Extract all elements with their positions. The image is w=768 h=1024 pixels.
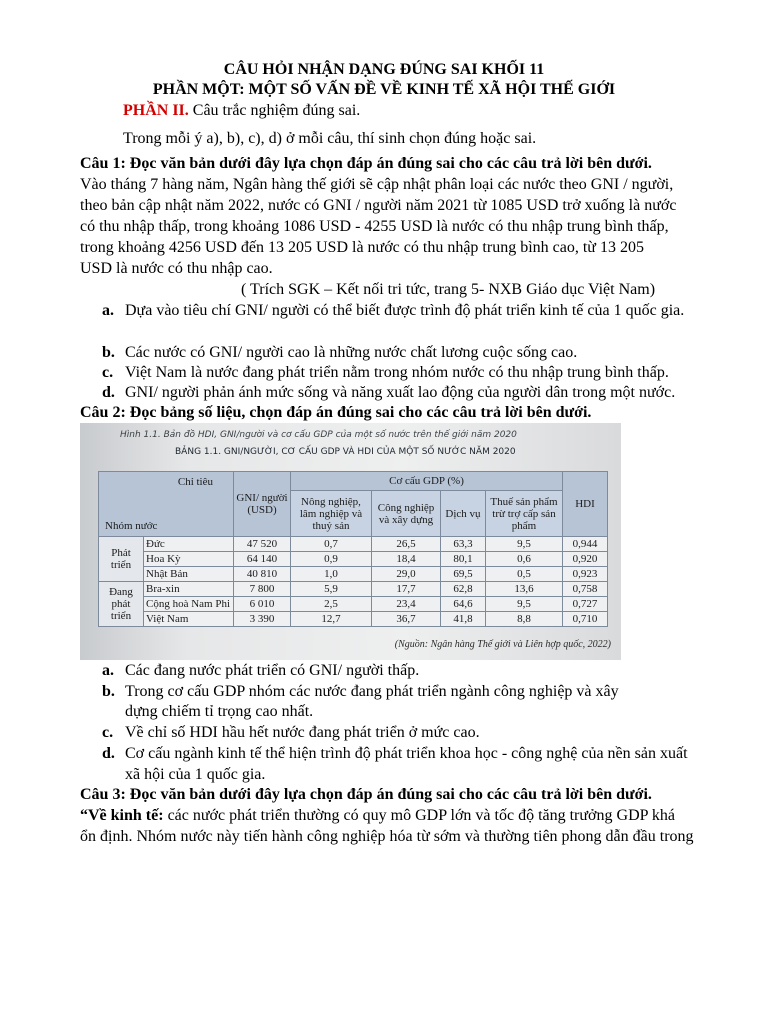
q1-text-line: có thu nhập thấp, trong khoảng 1086 USD - 4255 USD là nước có thu nhập trung bình thấp,	[80, 218, 669, 235]
cell-gni: 40 810	[234, 567, 291, 582]
data-table	[98, 471, 608, 627]
part-label: PHẦN II.	[123, 102, 189, 119]
q1-text-line: Vào tháng 7 hàng năm, Ngân hàng thế giới sẽ cập nhật phân loại các nước theo GNI / người,	[80, 176, 674, 193]
option-label: d.	[102, 745, 115, 762]
table-row	[99, 597, 608, 612]
q3-heading: Câu 3: Đọc văn bản dưới đây lựa chọn đáp án đúng sai cho các câu trả lời bên dưới.	[80, 786, 652, 803]
cell-cong: 36,7	[372, 612, 441, 627]
cell-hdi: 0,944	[563, 537, 608, 552]
q2-heading: Câu 2: Đọc bảng số liệu, chọn đáp án đúng sai cho các câu trả lời bên dưới.	[80, 404, 592, 421]
option-label: c.	[102, 364, 114, 381]
table-row	[99, 537, 608, 552]
cell-cong: 29,0	[372, 567, 441, 582]
q3-line1-rest: các nước phát triển thường có quy mô GDP lớn và tốc độ tăng trưởng GDP khá	[163, 807, 676, 824]
header-dich-vu: Dịch vụ	[441, 491, 486, 537]
country-name: Việt Nam	[144, 612, 234, 627]
cell-dich: 41,8	[441, 612, 486, 627]
option-text-continued: xã hội của 1 quốc gia.	[125, 766, 266, 783]
q3-lead: “Về kinh tế:	[80, 807, 164, 824]
cell-nong: 5,9	[291, 582, 372, 597]
cell-cong: 23,4	[372, 597, 441, 612]
header-cong-nghiep: Công nghiệp và xây dựng	[372, 491, 441, 537]
group-label: Phát triển	[99, 537, 144, 582]
q1-text-line: USD là nước có thu nhập cao.	[80, 260, 273, 277]
cell-hdi: 0,710	[563, 612, 608, 627]
option-text: GNI/ người phản ánh mức sống và năng xuất lao động của người dân trong một nước.	[125, 384, 676, 401]
cell-dich: 64,6	[441, 597, 486, 612]
country-name: Cộng hoà Nam Phi	[144, 597, 234, 612]
cell-thue: 0,5	[486, 567, 563, 582]
header-hdi: HDI	[563, 472, 608, 537]
q1-source: ( Trích SGK – Kết nối tri tức, trang 5- NXB Giáo dục Việt Nam)	[241, 281, 656, 298]
table-row	[99, 612, 608, 627]
cell-gni: 64 140	[234, 552, 291, 567]
option-label: c.	[102, 724, 114, 741]
table-source: (Nguồn: Ngân hàng Thế giới và Liên hợp quốc, 2022)	[394, 639, 611, 651]
photo-caption-table: BẢNG 1.1. GNI/NGƯỜI, CƠ CẤU GDP VÀ HDI CỦA MỘT SỐ NƯỚC NĂM 2020	[175, 447, 516, 457]
part-heading	[123, 101, 763, 122]
doc-subtitle: PHẦN MỘT: MỘT SỐ VẤN ĐỀ VỀ KINH TẾ XÃ HỘI THẾ GIỚI	[152, 81, 616, 98]
cell-nong: 1,0	[291, 567, 372, 582]
cell-gni: 47 520	[234, 537, 291, 552]
cell-gni: 3 390	[234, 612, 291, 627]
option-text: Việt Nam là nước đang phát triển nằm trong nhóm nước có thu nhập trung bình thấp.	[125, 364, 669, 381]
header-nhom-nuoc: Nhóm nước	[105, 520, 158, 532]
cell-hdi: 0,727	[563, 597, 608, 612]
doc-title: CÂU HỎI NHẬN DẠNG ĐÚNG SAI KHỐI 11	[223, 61, 545, 78]
option-label: d.	[102, 384, 115, 401]
cell-dich: 62,8	[441, 582, 486, 597]
part-text: Câu trắc nghiệm đúng sai.	[188, 102, 361, 119]
q1-text-line: trong khoảng 4256 USD đến 13 205 USD là nước có thu nhập trung bình cao, từ 13 205	[80, 239, 644, 256]
country-name: Đức	[144, 537, 234, 552]
cell-thue: 0,6	[486, 552, 563, 567]
table-row	[99, 567, 608, 582]
cell-nong: 2,5	[291, 597, 372, 612]
option-text: Về chỉ số HDI hầu hết nước đang phát triển ở mức cao.	[125, 724, 480, 741]
cell-gni: 7 800	[234, 582, 291, 597]
country-name: Bra-xin	[144, 582, 234, 597]
option-text: Cơ cấu ngành kinh tế thể hiện trình độ phát triển khoa học - công nghệ của nền sản xuất	[125, 745, 688, 762]
table-corner-header	[99, 472, 234, 537]
q1-text-line: theo bản cập nhật năm 2022, nước có GNI / người năm 2021 từ 1085 USD trở xuống là nước	[80, 197, 677, 214]
cell-thue: 9,5	[486, 537, 563, 552]
option-text: Trong cơ cấu GDP nhóm các nước đang phát triển ngành công nghiệp và xây	[125, 683, 619, 700]
photo-caption-figure: Hình 1.1. Bản đồ HDI, GNI/người và cơ cấu GDP của một số nước trên thế giới năm 2020	[120, 430, 517, 440]
cell-cong: 26,5	[372, 537, 441, 552]
header-thue: Thuế sản phẩm trừ trợ cấp sản phẩm	[486, 491, 563, 537]
cell-thue: 13,6	[486, 582, 563, 597]
cell-cong: 18,4	[372, 552, 441, 567]
cell-nong: 12,7	[291, 612, 372, 627]
cell-hdi: 0,920	[563, 552, 608, 567]
header-co-cau: Cơ cấu GDP (%)	[291, 472, 563, 491]
option-text: Các đang nước phát triển có GNI/ người thấp.	[125, 662, 420, 679]
cell-dich: 69,5	[441, 567, 486, 582]
table-row	[99, 582, 608, 597]
cell-thue: 8,8	[486, 612, 563, 627]
cell-hdi: 0,758	[563, 582, 608, 597]
option-label: b.	[102, 683, 115, 700]
option-label: a.	[102, 662, 114, 679]
q3-text-line: ổn định. Nhóm nước này tiến hành công nghiệp hóa từ sớm và thường tiên phong dẫn đầu trong	[80, 828, 694, 845]
option-text: Các nước có GNI/ người cao là những nước chất lương cuộc sống cao.	[125, 344, 578, 361]
table-row	[99, 552, 608, 567]
cell-nong: 0,9	[291, 552, 372, 567]
cell-dich: 63,3	[441, 537, 486, 552]
country-name: Nhật Bản	[144, 567, 234, 582]
country-name: Hoa Kỳ	[144, 552, 234, 567]
cell-hdi: 0,923	[563, 567, 608, 582]
group-label: Đang phát triển	[99, 582, 144, 627]
header-chi-tieu: Chỉ tiêu	[177, 476, 213, 488]
cell-dich: 80,1	[441, 552, 486, 567]
header-nong-nghiep: Nông nghiệp, lâm nghiệp và thuỷ sản	[291, 491, 372, 537]
option-text-continued: dựng chiếm tỉ trọng cao nhất.	[125, 703, 314, 720]
option-label: a.	[102, 302, 114, 319]
instruction: Trong mỗi ý a), b), c), d) ở mỗi câu, thí sinh chọn đúng hoặc sai.	[123, 130, 537, 147]
cell-thue: 9,5	[486, 597, 563, 612]
q3-text-line	[80, 806, 720, 827]
header-gni: GNI/ người (USD)	[234, 472, 291, 537]
cell-nong: 0,7	[291, 537, 372, 552]
option-text: Dựa vào tiêu chí GNI/ người có thể biết được trình độ phát triển kinh tế của 1 quốc gia.	[125, 302, 685, 319]
cell-gni: 6 010	[234, 597, 291, 612]
q1-heading: Câu 1: Đọc văn bản dưới đây lựa chọn đáp án đúng sai cho các câu trả lời bên dưới.	[80, 155, 652, 172]
table-photo	[80, 423, 621, 660]
cell-cong: 17,7	[372, 582, 441, 597]
option-label: b.	[102, 344, 115, 361]
